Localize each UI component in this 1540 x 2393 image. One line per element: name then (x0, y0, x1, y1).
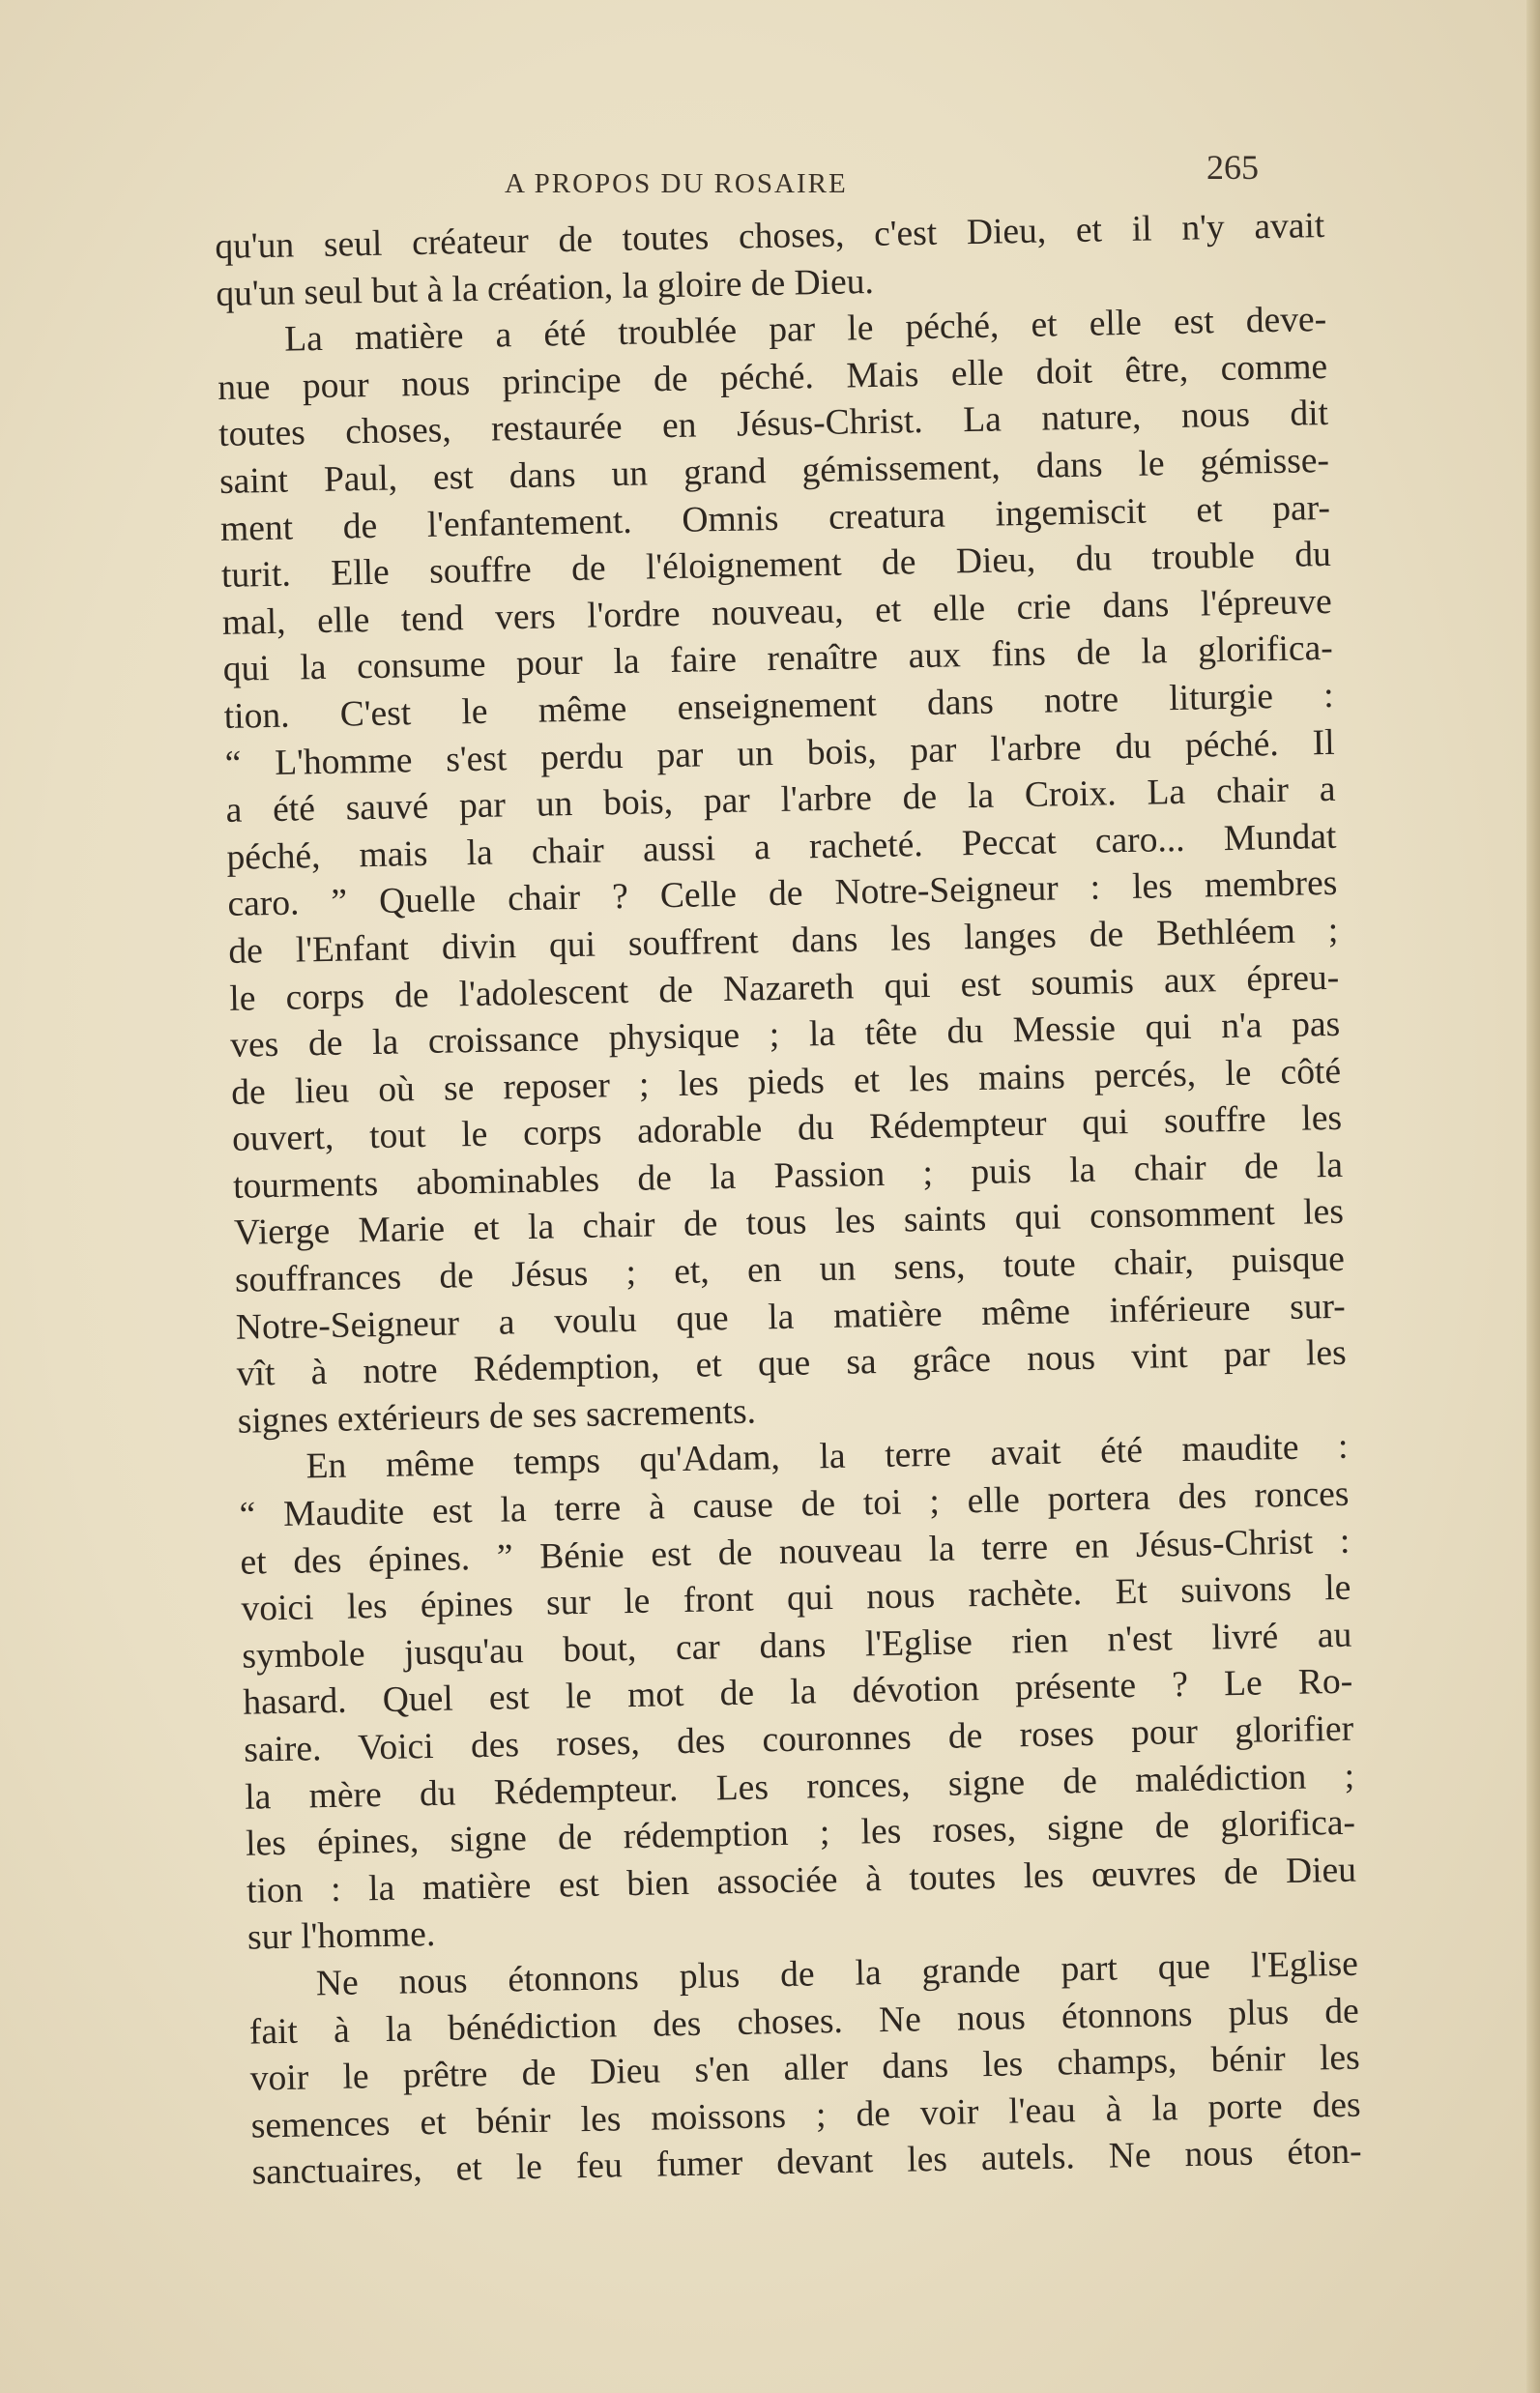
text-line: a été sauvé par un bois, par l'arbre de la Croix. La chair a (225, 769, 1336, 832)
text-line: toutes choses, restaurée en Jésus-Christ. La nature, nous dit (218, 394, 1329, 455)
text-line: tion : la matière est bien associée à toutes les œuvres de Dieu (246, 1850, 1357, 1911)
page-edge (1526, 0, 1540, 2393)
text-line: fait à la bénédiction des choses. Ne nous étonnons plus de (248, 1991, 1360, 2053)
text-line: Notre-Seigneur a voulu que la matière même inférieure sur- (235, 1286, 1347, 1348)
text-line: ouvert, tout le corps adorable du Rédempteur qui souffre les (231, 1098, 1343, 1160)
text-line: caro. ” Quelle chair ? Celle de Notre-Seigneur : les membres (227, 863, 1338, 925)
text-line: signes extérieurs de ses sacrements. (237, 1391, 757, 1442)
text-line: les épines, signe de rédemption ; les roses, signe de glorifica- (245, 1802, 1356, 1864)
text-line: ment de l'enfantement. Omnis creatura ingemiscit et par- (219, 487, 1331, 549)
text-line: qu'un seul créateur de toutes choses, c'est Dieu, et il n'y avait (215, 205, 1325, 267)
text-line: sanctuaires, et le feu fumer devant les autels. Ne nous éton- (251, 2131, 1362, 2193)
text-line: symbole jusqu'au bout, car dans l'Eglise rien n'est livré au (242, 1615, 1352, 1677)
text-line: Ne nous étonnons plus de la grande part que l'Eglise (315, 1943, 1359, 2004)
text-line: La matière a été troublée par le péché, et elle est deve- (283, 300, 1327, 360)
text-line: “ L'homme s'est perdu par un bois, par l'arbre du péché. Il (224, 722, 1335, 784)
text-line: et des épines. ” Bénie est de nouveau la terre en Jésus-Christ : (240, 1521, 1351, 1583)
text-line: péché, mais la chair aussi a racheté. Peccat caro... Mundat (226, 816, 1337, 878)
text-line: de lieu où se reposer ; les pieds et les mains percés, le côté (230, 1051, 1342, 1113)
text-line: Vierge Marie et la chair de tous les saints qui consomment les (233, 1192, 1345, 1254)
text-line: mal, elle tend vers l'ordre nouveau, et elle crie dans l'épreuve (221, 581, 1333, 643)
text-line: semences et bénir les moissons ; de voir l'eau à la porte des (250, 2085, 1361, 2146)
text-line: le corps de l'adolescent de Nazareth qui est soumis aux épreu- (228, 957, 1340, 1019)
text-line: voici les épines sur le front qui nous rachète. Et suivons le (241, 1567, 1351, 1629)
text-line: la mère du Rédempteur. Les ronces, signe de malédiction ; (244, 1756, 1355, 1818)
text-line: de l'Enfant divin qui souffrent dans les langes de Bethléem ; (228, 910, 1339, 972)
text-line: saint Paul, est dans un grand gémissement, dans le gémisse- (218, 440, 1330, 502)
text-line: souffrances de Jésus ; et, en un sens, toute chair, puisque (234, 1239, 1346, 1300)
text-line: En même temps qu'Adam, la terre avait été maudite : (305, 1427, 1349, 1487)
text-line: tion. C'est le même enseignement dans notre liturgie : (223, 675, 1334, 737)
text-line: vît à notre Rédemption, et que sa grâce nous vint par les (236, 1332, 1348, 1395)
text-line: voir le prêtre de Dieu s'en aller dans les champs, bénir les (249, 2037, 1361, 2099)
text-line: saire. Voici des roses, des couronnes de roses pour glorifier (243, 1708, 1354, 1770)
text-line: “ Maudite est la terre à cause de toi ; elle portera des ronces (239, 1474, 1350, 1535)
running-title: A PROPOS DU ROSAIRE (505, 168, 848, 199)
text-line: hasard. Quel est le mot de la dévotion présente ? Le Ro- (242, 1662, 1353, 1724)
page-number: 265 (1206, 148, 1259, 187)
page-header (215, 147, 1259, 205)
text-line: qu'un seul but à la création, la gloire de Dieu. (215, 261, 875, 314)
text-line: sur l'homme. (247, 1914, 436, 1959)
text-line: ves de la croissance physique ; la tête du Messie qui n'a pas (229, 1004, 1341, 1065)
text-line: nue pour nous principe de péché. Mais elle doit être, comme (217, 346, 1328, 408)
body-text (215, 203, 1362, 2198)
text-line: turit. Elle souffre de l'éloignement de Dieu, du trouble du (220, 535, 1332, 597)
text-line: tourments abominables de la Passion ; puis la chair de la (232, 1145, 1344, 1207)
text-line: qui la consume pour la faire renaître aux fins de la glorifica- (222, 628, 1334, 690)
